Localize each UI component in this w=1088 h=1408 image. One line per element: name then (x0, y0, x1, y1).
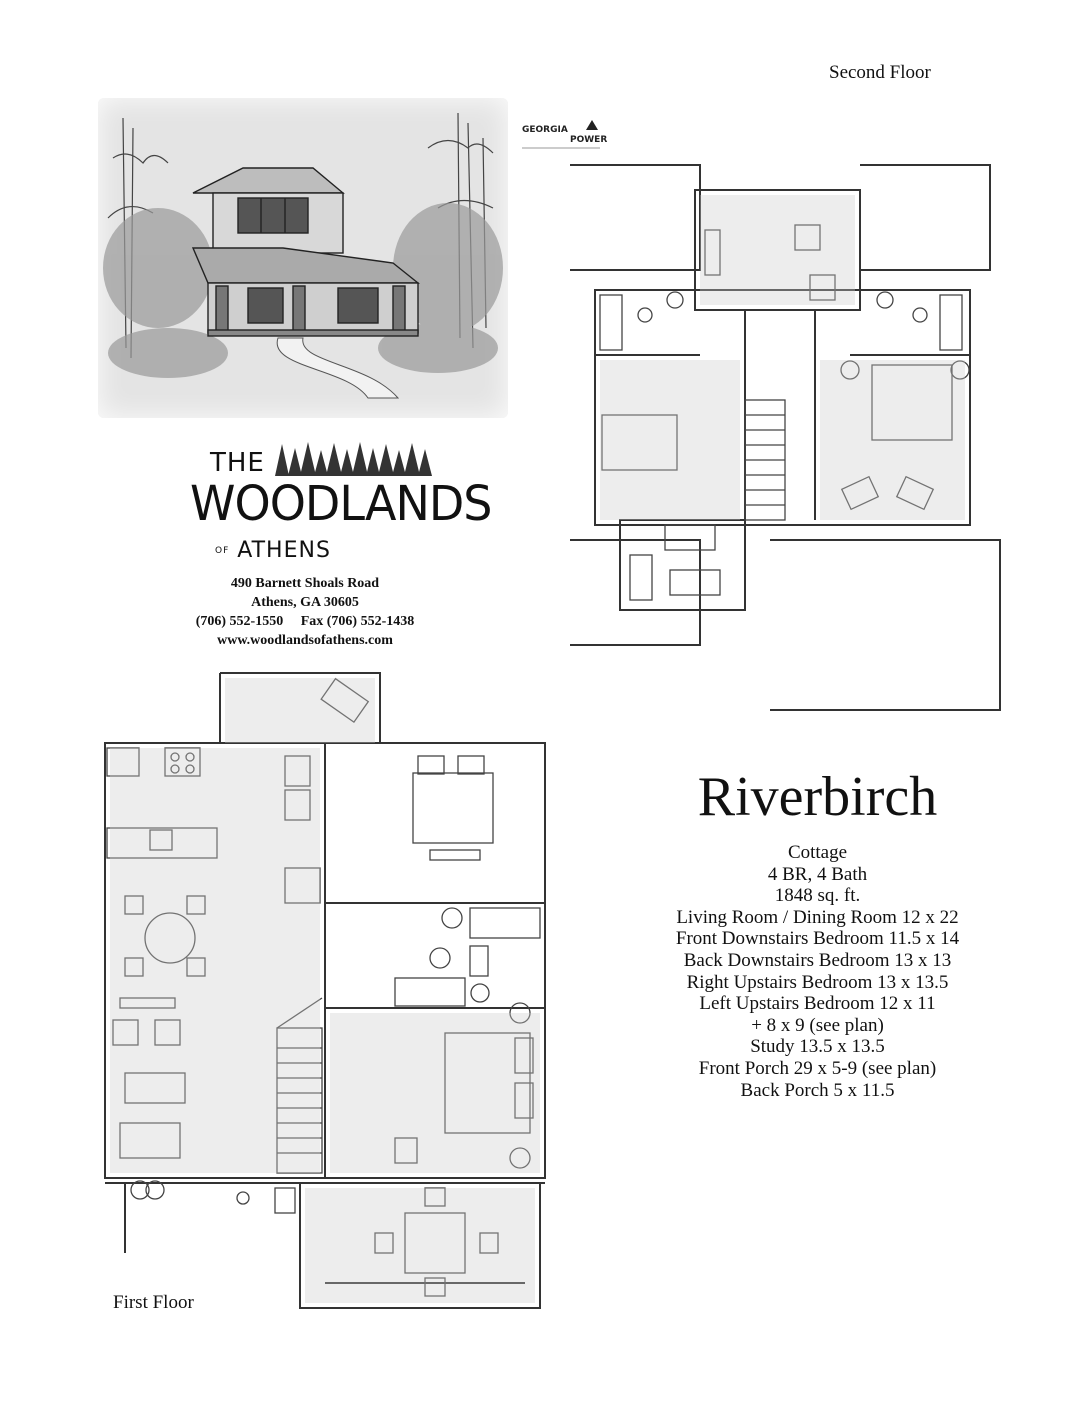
georgia-power-line2: POWER (570, 135, 608, 145)
spec-line: 1848 sq. ft. (774, 885, 861, 907)
spec-line: Back Downstairs Bedroom 13 x 13 (683, 949, 952, 971)
spec-line: 4 BR, 4 Bath (767, 863, 868, 885)
spec-line: Study 13.5 x 13.5 (750, 1036, 885, 1058)
logo-the: THE (210, 448, 265, 478)
georgia-power-logo (520, 118, 620, 158)
logo-sub (215, 538, 331, 563)
spec-line: Cottage (787, 842, 848, 863)
plan-specs (620, 842, 1015, 1101)
georgia-power-line1: GEORGIA (522, 125, 568, 135)
plan-title: Riverbirch (697, 766, 938, 828)
spec-line: Front Porch 29 x 5-9 (see plan) (698, 1057, 937, 1079)
spec-line: Left Upstairs Bedroom 12 x 11 (699, 993, 936, 1015)
first-floor-label: First Floor (113, 1292, 194, 1313)
address-web: www.woodlandsofathens.com (217, 633, 393, 648)
woodlands-logo (190, 440, 492, 570)
address-phone: (706) 552-1550 Fax (706) 552-1438 (195, 614, 415, 629)
spec-line: Right Upstairs Bedroom 13 x 13.5 (686, 971, 949, 993)
spec-line: Front Downstairs Bedroom 11.5 x 14 (675, 928, 960, 950)
logo-athens: ATHENS (237, 538, 331, 563)
second-floor-label: Second Floor (829, 62, 931, 83)
logo-of: OF (215, 546, 230, 556)
spec-line: Back Porch 5 x 11.5 (740, 1079, 895, 1101)
tree-line-icon (270, 440, 435, 478)
logo-main: WOODLANDS (190, 474, 492, 532)
spec-line: Living Room / Dining Room 12 x 22 (676, 906, 959, 928)
spec-line: + 8 x 9 (see plan) (751, 1014, 884, 1036)
second-floor-plan-drawing (560, 160, 1020, 720)
house-sketch-image (98, 98, 508, 418)
address-block (130, 574, 480, 650)
address-street: 490 Barnett Shoals Road (230, 576, 380, 591)
address-city: Athens, GA 30605 (251, 595, 359, 610)
first-floor-plan-drawing (95, 668, 555, 1323)
